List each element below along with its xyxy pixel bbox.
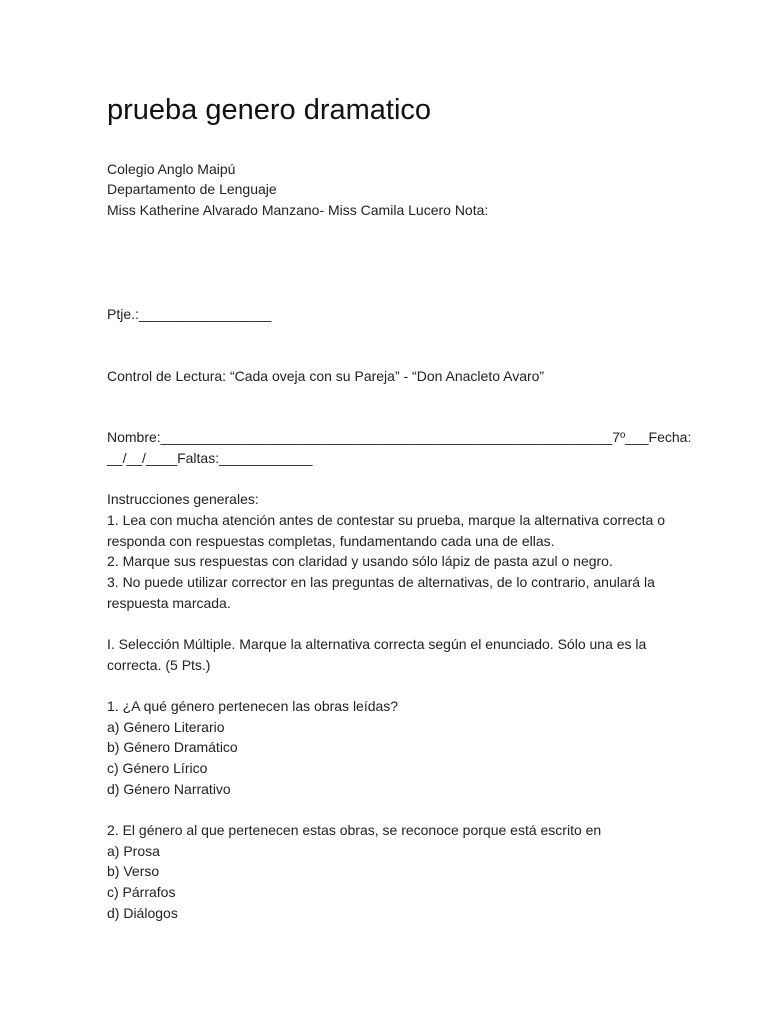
school-name: Colegio Anglo Maipú: [107, 161, 236, 177]
answer-option: c) Género Lírico: [107, 760, 208, 776]
instruction-item: 3. No puede utilizar corrector en las preguntas de alternativas, de lo contrario, anulará la respuesta marcada.: [107, 574, 655, 611]
instructions-heading: Instrucciones generales:: [107, 491, 259, 507]
answer-option: b) Género Dramático: [107, 739, 238, 755]
answer-option: b) Verso: [107, 863, 160, 879]
instruction-item: 2. Marque sus respuestas con claridad y usando sólo lápiz de pasta azul o negro.: [107, 553, 613, 569]
section-heading: I. Selección Múltiple. Marque la alternativa correcta según el enunciado. Sólo una es la correcta. (5 Pts.): [107, 636, 647, 673]
answer-option: a) Género Literario: [107, 719, 225, 735]
teachers-line: Miss Katherine Alvarado Manzano- Miss Camila Lucero Nota:: [107, 202, 489, 218]
reading-control-line: Control de Lectura: “Cada oveja con su Pareja” - “Don Anacleto Avaro”: [107, 368, 545, 384]
score-line: Ptje.:_________________: [107, 306, 272, 322]
answer-option: d) Género Narrativo: [107, 781, 231, 797]
answer-option: d) Diálogos: [107, 905, 178, 921]
department-name: Departamento de Lenguaje: [107, 181, 277, 197]
document-title: prueba genero dramatico: [107, 94, 432, 126]
student-date-line: __/__/____Faltas:____________: [107, 450, 313, 466]
student-name-line: Nombre:__________________________________________________________7º___Fecha:: [107, 429, 692, 445]
answer-option: c) Párrafos: [107, 884, 176, 900]
question-prompt: 2. El género al que pertenecen estas obras, se reconoce porque está escrito en: [107, 822, 602, 838]
instruction-item: 1. Lea con mucha atención antes de contestar su prueba, marque la alternativa correcta o responda con respuestas completas, fundamentando cada una de ellas.: [107, 512, 666, 549]
answer-option: a) Prosa: [107, 843, 160, 859]
question-prompt: 1. ¿A qué género pertenecen las obras leídas?: [107, 698, 399, 714]
